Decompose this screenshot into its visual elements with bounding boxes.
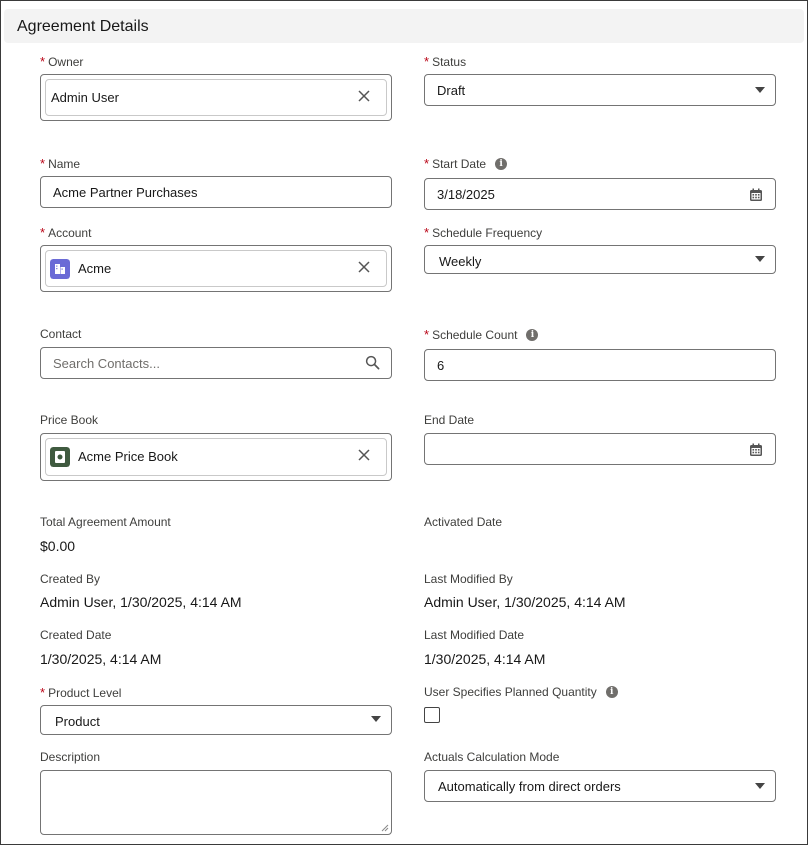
info-icon[interactable]: i bbox=[526, 329, 538, 341]
chevron-down-icon bbox=[755, 256, 765, 262]
required-marker: * bbox=[424, 225, 430, 240]
start-date-label-text: Start Date bbox=[432, 156, 487, 171]
schedule-count-label bbox=[424, 327, 538, 342]
resize-handle-icon[interactable] bbox=[381, 824, 389, 832]
price-book-label bbox=[40, 413, 98, 427]
created-by-value: Admin User, 1/30/2025, 4:14 AM bbox=[40, 594, 242, 610]
activated-date-label-text: Activated Date bbox=[424, 515, 503, 529]
name-value: Acme Partner Purchases bbox=[53, 185, 198, 200]
info-icon[interactable]: i bbox=[495, 158, 507, 170]
product-level-value: Product bbox=[55, 714, 100, 729]
price-book-pill[interactable] bbox=[45, 438, 387, 476]
activated-date-label bbox=[424, 515, 502, 529]
description-label bbox=[40, 750, 100, 764]
contact-label-text: Contact bbox=[40, 327, 82, 341]
name-label-text: Name bbox=[48, 156, 81, 171]
product-level-label bbox=[40, 685, 121, 700]
calendar-icon[interactable] bbox=[749, 188, 763, 202]
required-marker: * bbox=[40, 225, 46, 240]
last-modified-date-value: 1/30/2025, 4:14 AM bbox=[424, 651, 546, 667]
account-lookup[interactable] bbox=[40, 245, 392, 292]
actuals-calculation-mode-select[interactable] bbox=[424, 770, 776, 802]
last-modified-date-label bbox=[424, 628, 524, 642]
last-modified-date-label-text: Last Modified Date bbox=[424, 628, 525, 642]
required-marker: * bbox=[40, 685, 46, 700]
required-marker: * bbox=[40, 156, 46, 171]
status-value: Draft bbox=[437, 83, 466, 98]
created-by-label-text: Created By bbox=[40, 572, 101, 586]
last-modified-by-label bbox=[424, 572, 513, 586]
actuals-calculation-mode-label-text: Actuals Calculation Mode bbox=[424, 750, 560, 764]
start-date-value: 3/18/2025 bbox=[437, 187, 495, 202]
required-marker: * bbox=[424, 156, 430, 171]
start-date-label bbox=[424, 156, 507, 171]
user-specifies-planned-quantity-checkbox[interactable] bbox=[424, 707, 440, 723]
name-label bbox=[40, 156, 80, 171]
contact-label bbox=[40, 327, 81, 341]
status-select[interactable] bbox=[424, 74, 776, 106]
required-marker: * bbox=[424, 327, 430, 342]
price-book-lookup[interactable] bbox=[40, 433, 392, 481]
required-marker: * bbox=[424, 54, 430, 69]
required-marker: * bbox=[40, 54, 46, 69]
last-modified-by-label-text: Last Modified By bbox=[424, 572, 513, 586]
actuals-calculation-mode-value: Automatically from direct orders bbox=[438, 779, 621, 794]
created-date-label-text: Created Date bbox=[40, 628, 112, 642]
total-agreement-amount-value: $0.00 bbox=[40, 538, 76, 554]
last-modified-by-value: Admin User, 1/30/2025, 4:14 AM bbox=[424, 594, 626, 610]
end-date-input[interactable] bbox=[424, 433, 776, 465]
start-date-input[interactable] bbox=[424, 178, 776, 210]
schedule-count-label-text: Schedule Count bbox=[432, 327, 518, 342]
close-icon[interactable] bbox=[356, 88, 372, 104]
schedule-count-input[interactable] bbox=[424, 349, 776, 381]
contact-placeholder: Search Contacts... bbox=[53, 356, 160, 371]
product-level-label-text: Product Level bbox=[48, 685, 122, 700]
owner-value: Admin User bbox=[51, 90, 119, 105]
section-header[interactable] bbox=[4, 9, 804, 43]
created-by-label bbox=[40, 572, 100, 586]
end-date-label bbox=[424, 413, 474, 427]
info-icon[interactable]: i bbox=[606, 686, 618, 698]
price-book-label-text: Price Book bbox=[40, 413, 99, 427]
section-title: Agreement Details bbox=[17, 18, 149, 35]
created-date-label bbox=[40, 628, 111, 642]
owner-pill[interactable] bbox=[45, 79, 387, 116]
owner-label bbox=[40, 54, 83, 69]
owner-lookup[interactable] bbox=[40, 74, 392, 121]
user-specifies-planned-quantity-label bbox=[424, 685, 618, 699]
product-level-select[interactable] bbox=[40, 705, 392, 735]
user-specifies-planned-quantity-label-text: User Specifies Planned Quantity bbox=[424, 685, 597, 699]
price-book-value: Acme Price Book bbox=[78, 449, 178, 464]
account-value: Acme bbox=[78, 261, 112, 276]
total-agreement-amount-label-text: Total Agreement Amount bbox=[40, 515, 171, 529]
pricebook-icon bbox=[50, 447, 70, 467]
account-pill[interactable] bbox=[45, 250, 387, 287]
account-icon bbox=[50, 259, 70, 279]
close-icon[interactable] bbox=[356, 259, 372, 275]
schedule-frequency-value: Weekly bbox=[439, 254, 482, 269]
owner-label-text: Owner bbox=[48, 54, 84, 69]
schedule-frequency-select[interactable] bbox=[424, 245, 776, 274]
status-label bbox=[424, 54, 466, 69]
account-label-text: Account bbox=[48, 225, 92, 240]
created-date-value: 1/30/2025, 4:14 AM bbox=[40, 651, 162, 667]
description-label-text: Description bbox=[40, 750, 101, 764]
name-input[interactable] bbox=[40, 176, 392, 208]
total-agreement-amount-label bbox=[40, 515, 171, 529]
status-label-text: Status bbox=[432, 54, 467, 69]
chevron-down-icon bbox=[755, 87, 765, 93]
schedule-frequency-label bbox=[424, 225, 542, 240]
search-icon[interactable] bbox=[365, 355, 380, 370]
chevron-down-icon bbox=[755, 783, 765, 789]
actuals-calculation-mode-label bbox=[424, 750, 559, 764]
schedule-count-value: 6 bbox=[437, 358, 445, 373]
chevron-down-icon bbox=[371, 716, 381, 722]
close-icon[interactable] bbox=[356, 447, 372, 463]
calendar-icon[interactable] bbox=[749, 443, 763, 457]
account-label bbox=[40, 225, 91, 240]
schedule-frequency-label-text: Schedule Frequency bbox=[432, 225, 543, 240]
end-date-label-text: End Date bbox=[424, 413, 475, 427]
contact-search-input[interactable] bbox=[40, 347, 392, 379]
description-textarea[interactable] bbox=[40, 770, 392, 835]
